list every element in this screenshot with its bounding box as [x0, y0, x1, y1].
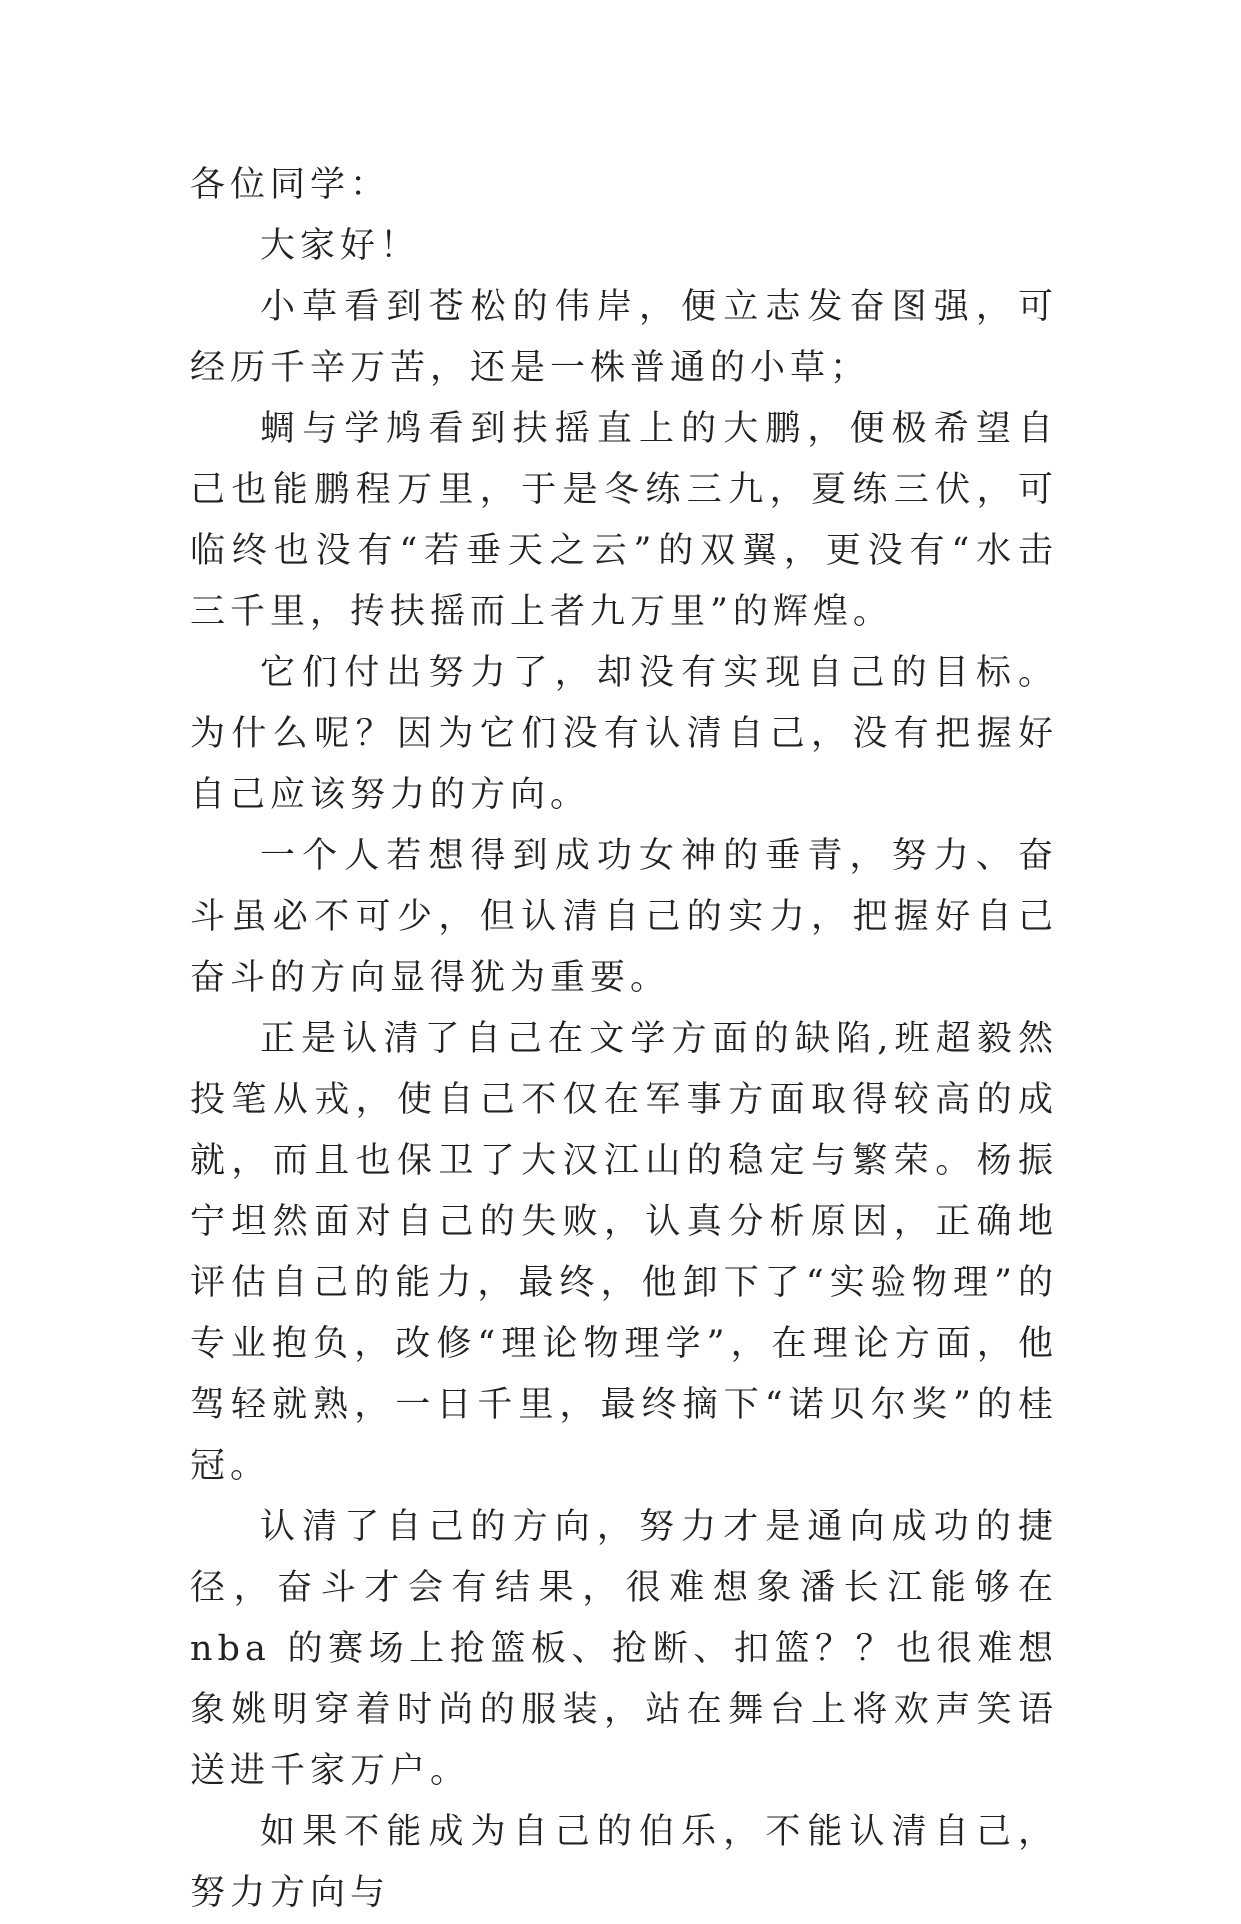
- paragraph-why: 它们付出努力了，却没有实现自己的目标。为什么呢？因为它们没有认清自己，没有把握好自己应该努力的方向。: [190, 653, 1058, 815]
- salutation: 各位同学：: [190, 165, 391, 205]
- paragraph-grass: 小草看到苍松的伟岸，便立志发奋图强，可经历千辛万苦，还是一株普通的小草；: [190, 287, 1058, 388]
- document-body: [190, 155, 1058, 1924]
- paragraph-examples: 正是认清了自己在文学方面的缺陷,班超毅然投笔从戎，使自己不仅在军事方面取得较高的成就，而且也保卫了大汉江山的稳定与繁荣。杨振宁坦然面对自己的失败，认真分析原因，正确地评估自己的能力，最终，他卸下了“实验物理”的专业抱负，改修“理论物理学”，在理论方面，他驾轻就熟，一日千里，最终摘下“诺贝尔奖”的桂冠。: [190, 1019, 1058, 1486]
- paragraph-conclusion: 如果不能成为自己的伯乐，不能认清自己，努力方向与: [190, 1812, 1058, 1913]
- paragraph-success: 一个人若想得到成功女神的垂青，努力、奋斗虽必不可少，但认清自己的实力，把握好自己奋斗的方向显得犹为重要。: [190, 836, 1058, 998]
- paragraph-cicada-dove: 蜩与学鸠看到扶摇直上的大鹏，便极希望自己也能鹏程万里，于是冬练三九，夏练三伏，可临终也没有“若垂天之云”的双翼，更没有“水击三千里，抟扶摇而上者九万里”的辉煌。: [190, 409, 1058, 632]
- paragraph-greeting: 大家好！: [260, 226, 421, 266]
- paragraph-direction: 认清了自己的方向，努力才是通向成功的捷径，奋斗才会有结果，很难想象潘长江能够在 nba 的赛场上抢篮板、抢断、扣篮？？也很难想象姚明穿着时尚的服装，站在舞台上将欢声笑语送进千家万户。: [190, 1507, 1058, 1791]
